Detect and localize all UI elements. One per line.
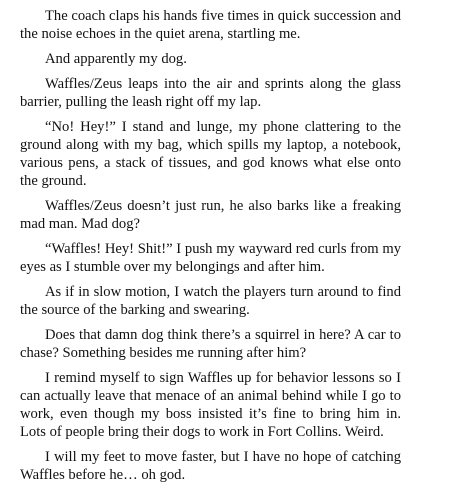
paragraph-8: Does that damn dog think there’s a squirrel in here? A car to chase? Something besides me running after him? xyxy=(20,327,401,361)
page-body xyxy=(20,7,401,491)
paragraph-2: And apparently my dog. xyxy=(45,51,187,67)
paragraph-3: Waffles/Zeus leaps into the air and sprints along the glass barrier, pulling the leash right off my lap. xyxy=(20,76,401,110)
paragraph-5: Waffles/Zeus doesn’t just run, he also barks like a freaking mad man. Mad dog? xyxy=(20,198,401,232)
paragraph-9: I remind myself to sign Waffles up for behavior lessons so I can actually leave that menace of an animal behind while I go to work, even though my boss insisted it’s fine to bring him in. Lots of people bring their dogs to work in Fort Collins. Weird. xyxy=(20,370,401,440)
paragraph-10: I will my feet to move faster, but I have no hope of catching Waffles before he… oh god. xyxy=(20,449,401,483)
paragraph-6: “Waffles! Hey! Shit!” I push my wayward red curls from my eyes as I stumble over my belongings and after him. xyxy=(20,241,401,275)
paragraph-1: The coach claps his hands five times in quick succession and the noise echoes in the quiet arena, startling me. xyxy=(20,8,401,42)
paragraph-7: As if in slow motion, I watch the players turn around to find the source of the barking and swearing. xyxy=(20,284,401,318)
paragraph-4: “No! Hey!” I stand and lunge, my phone clattering to the ground along with my bag, which spills my laptop, a notebook, various pens, a stack of tissues, and god knows what else onto the ground. xyxy=(20,119,401,189)
